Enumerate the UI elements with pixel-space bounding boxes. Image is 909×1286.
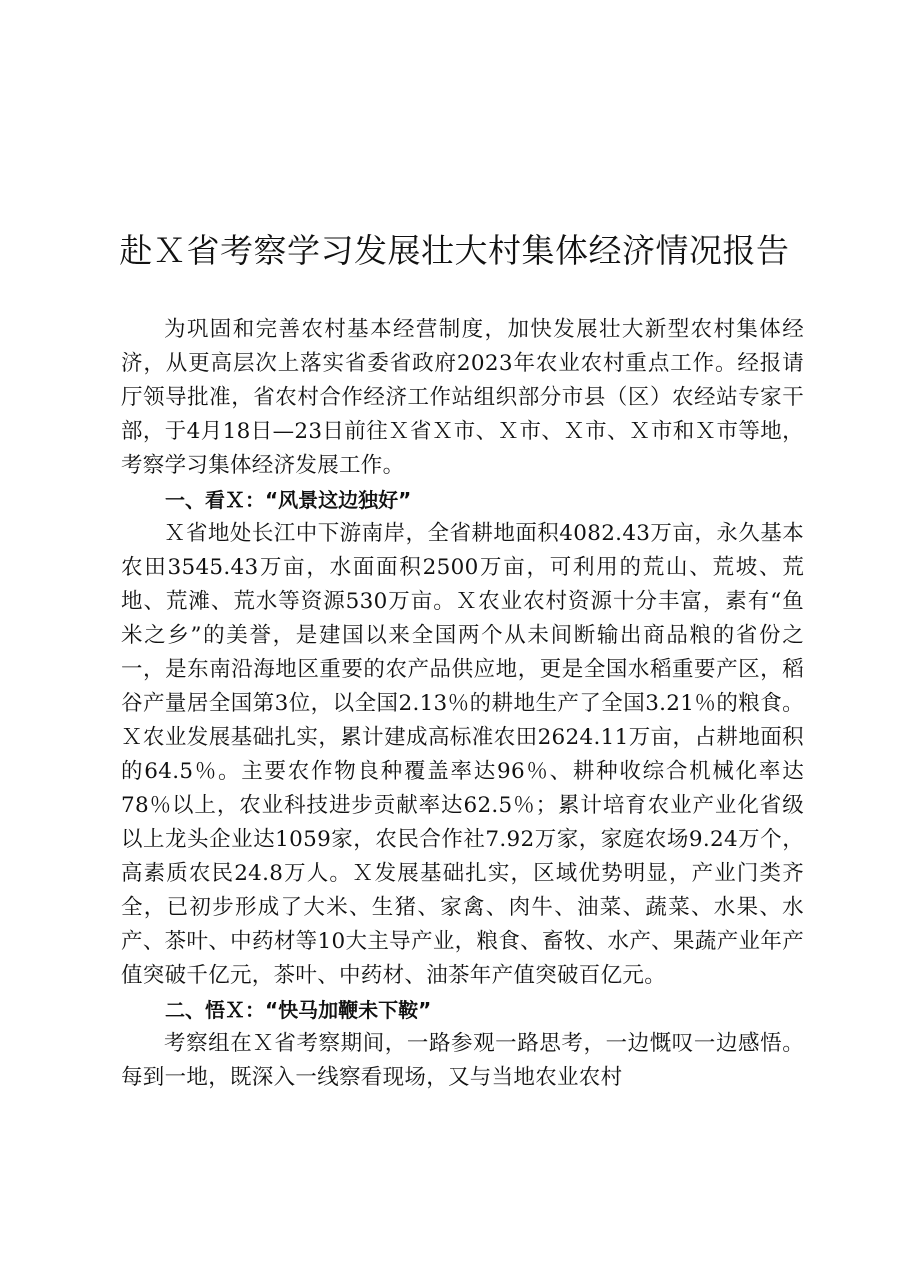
document-title: 赴Ｘ省考察学习发展壮大村集体经济情况报告 bbox=[119, 231, 790, 270]
section-heading-2: 二、悟Ｘ：“快马加鞭未下鞍” bbox=[165, 998, 432, 1022]
section-2-paragraph: 考察组在Ｘ省考察期间，一路参观一路思考，一边慨叹一边感悟。每到一地，既深入一线察看现场，又与当地农业农村 bbox=[121, 1031, 804, 1090]
document-body bbox=[121, 313, 804, 1095]
section-1-paragraph: Ｘ省地处长江中下游南岸，全省耕地面积4082.43万亩，永久基本农田3545.43万亩，水面面积2500万亩，可利用的荒山、荒坡、荒地、荒滩、荒水等资源530万亩。Ｘ农业农村资源十分丰富，素有“鱼米之乡”的美誉，是建国以来全国两个从未间断输出商品粮的省份之一，是东南沿海地区重要的农产品供应地，更是全国水稻重要产区，稻谷产量居全国第3位，以全国2.13％的耕地生产了全国3.21％的粮食。Ｘ农业发展基础扎实，累计建成高标准农田2624.11万亩，占耕地面积的64.5％。主要农作物良种覆盖率达96％、耕种收综合机械化率达78％以上，农业科技进步贡献率达62.5％；累计培育农业产业化省级以上龙头企业达1059家，农民合作社7.92万家，家庭农场9.24万个，高素质农民24.8万人。Ｘ发展基础扎实，区域优势明显，产业门类齐全，已初步形成了大米、生猪、家禽、肉牛、油菜、蔬菜、水果、水产、茶叶、中药材等10大主导产业，粮食、畜牧、水产、果蔬产业年产值突破千亿元，茶叶、中药材、油茶年产值突破百亿元。 bbox=[121, 521, 804, 988]
intro-paragraph: 为巩固和完善农村基本经营制度，加快发展壮大新型农村集体经济，从更高层次上落实省委省政府2023年农业农村重点工作。经报请厅领导批准，省农村合作经济工作站组织部分市县（区）农经站专家干部，于4月18日—23日前往Ｘ省Ｘ市、Ｘ市、Ｘ市、Ｘ市和Ｘ市等地，考察学习集体经济发展工作。 bbox=[121, 317, 804, 478]
section-heading-1: 一、看Ｘ：“风景这边独好” bbox=[165, 488, 412, 512]
